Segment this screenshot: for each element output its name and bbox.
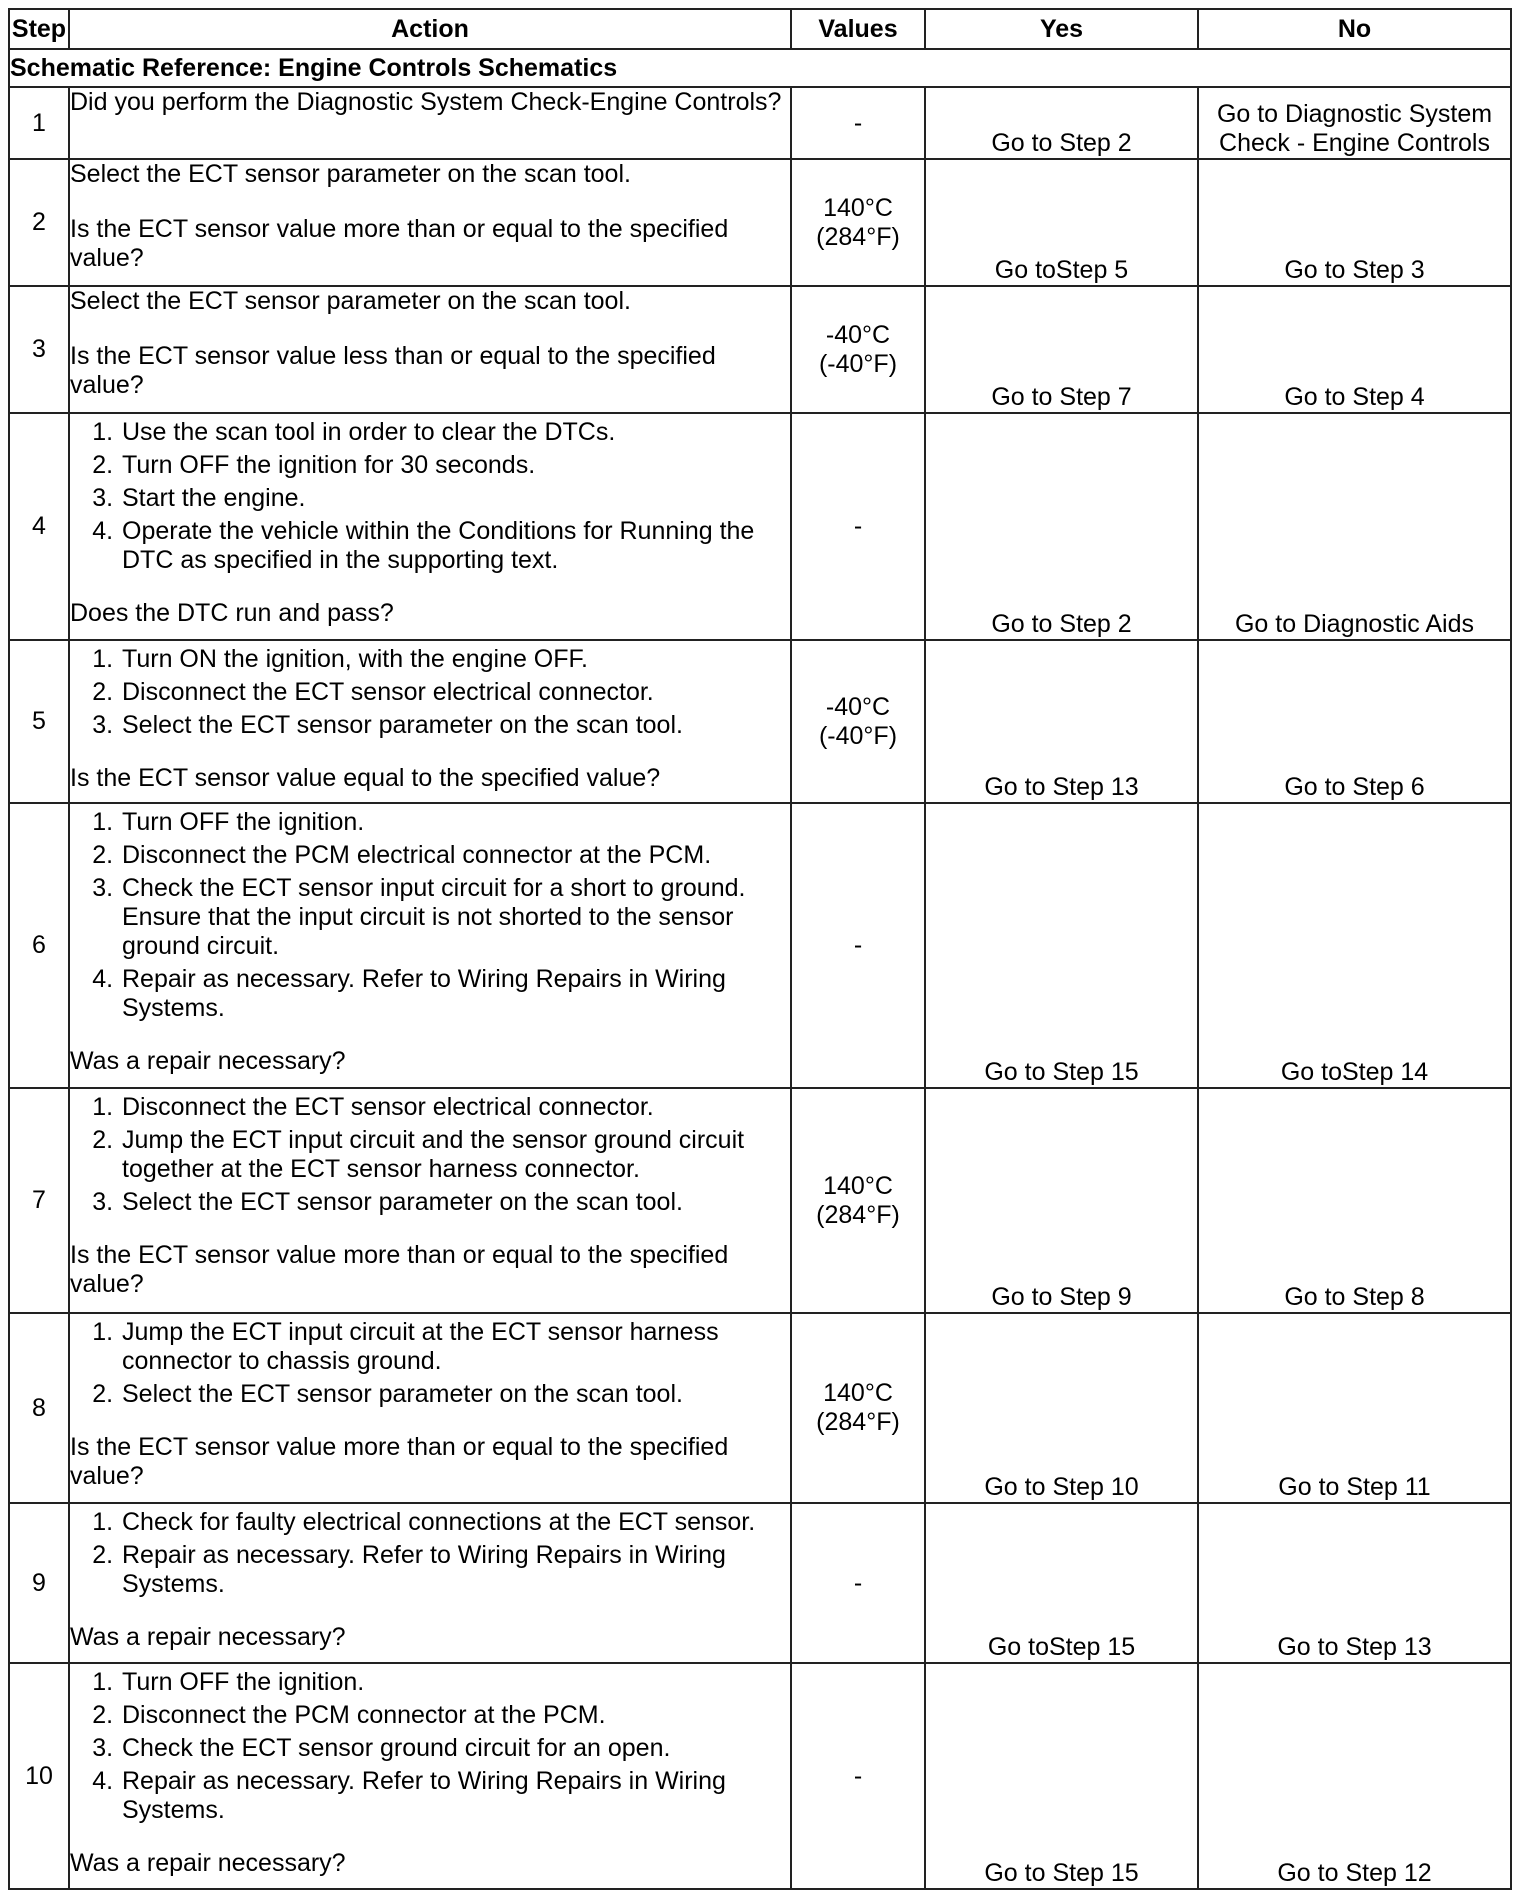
values-cell — [791, 159, 925, 286]
reference-row — [9, 49, 1511, 87]
action-cell — [69, 286, 791, 413]
specified-value: - — [853, 1761, 863, 1790]
action-step-item: 3. Check the ECT sensor ground circuit for an open. — [120, 1734, 790, 1763]
specified-value: -40°C — [825, 692, 891, 721]
action-step-item: 2. Repair as necessary. Refer to Wiring Repairs in Wiring Systems. — [120, 1541, 790, 1599]
yes-result: Go to Step 13 — [925, 640, 1198, 803]
table-row — [9, 286, 1511, 413]
action-step-item: 1. Turn ON the ignition, with the engine OFF. — [120, 645, 790, 674]
table-row — [9, 1088, 1511, 1313]
action-step-item: 1. Turn OFF the ignition. — [120, 1668, 790, 1697]
header-yes: Yes — [925, 9, 1198, 49]
action-step-item: 1. Check for faulty electrical connections at the ECT sensor. — [120, 1508, 790, 1537]
action-step-item: 2. Turn OFF the ignition for 30 seconds. — [120, 451, 790, 480]
header-values: Values — [791, 9, 925, 49]
diagnostic-table — [8, 8, 1512, 1890]
no-result: Go to Step 11 — [1198, 1313, 1511, 1503]
table-row — [9, 87, 1511, 159]
action-text: Select the ECT sensor parameter on the scan tool. — [70, 287, 631, 315]
action-cell — [69, 413, 791, 640]
table-row — [9, 1503, 1511, 1663]
yes-result: Go toStep 15 — [925, 1503, 1198, 1663]
no-result: Go to Diagnostic System Check - Engine Controls — [1198, 87, 1511, 159]
values-cell — [791, 640, 925, 803]
values-cell — [791, 1503, 925, 1663]
action-step-item: 1. Disconnect the ECT sensor electrical connector. — [120, 1093, 790, 1122]
header-action: Action — [69, 9, 791, 49]
specified-value: - — [853, 108, 863, 137]
header-step: Step — [9, 9, 69, 49]
specified-value: (-40°F) — [818, 721, 898, 750]
action-question: Was a repair necessary? — [70, 1623, 346, 1651]
step-number: 3 — [9, 286, 69, 413]
action-step-item: 1. Jump the ECT input circuit at the ECT sensor harness connector to chassis ground. — [120, 1318, 790, 1376]
action-steps-list — [70, 418, 790, 575]
no-result: Go to Step 8 — [1198, 1088, 1511, 1313]
action-cell — [69, 803, 791, 1088]
action-steps-list — [70, 808, 790, 1023]
no-result: Go to Step 12 — [1198, 1663, 1511, 1889]
specified-value: - — [853, 1568, 863, 1597]
action-text: Select the ECT sensor parameter on the scan tool. — [70, 160, 631, 188]
yes-result: Go to Step 2 — [925, 413, 1198, 640]
step-number: 6 — [9, 803, 69, 1088]
no-result: Go to Diagnostic Aids — [1198, 413, 1511, 640]
no-result: Go to Step 4 — [1198, 286, 1511, 413]
specified-value: 140°C — [823, 1171, 893, 1200]
no-result: Go to Step 3 — [1198, 159, 1511, 286]
no-result: Go to Step 6 — [1198, 640, 1511, 803]
action-step-item: 4. Repair as necessary. Refer to Wiring Repairs in Wiring Systems. — [120, 1767, 790, 1825]
values-cell — [791, 1663, 925, 1889]
yes-result: Go to Step 15 — [925, 1663, 1198, 1889]
action-text: Did you perform the Diagnostic System Check-Engine Controls? — [70, 88, 782, 116]
action-question: Was a repair necessary? — [70, 1047, 346, 1075]
specified-value: - — [853, 512, 863, 540]
table-row — [9, 1663, 1511, 1889]
yes-result: Go to Step 9 — [925, 1088, 1198, 1313]
action-cell — [69, 1663, 791, 1889]
step-number: 8 — [9, 1313, 69, 1503]
table-row — [9, 803, 1511, 1088]
action-question: Is the ECT sensor value more than or equal to the specified value? — [70, 1241, 729, 1298]
table-row — [9, 1313, 1511, 1503]
yes-result: Go to Step 10 — [925, 1313, 1198, 1503]
no-result: Go toStep 14 — [1198, 803, 1511, 1088]
yes-result: Go to Step 7 — [925, 286, 1198, 413]
action-step-item: 2. Jump the ECT input circuit and the sensor ground circuit together at the ECT sensor harness connector. — [120, 1126, 790, 1184]
action-step-item: 3. Start the engine. — [120, 484, 790, 513]
action-step-item: 4. Operate the vehicle within the Conditions for Running the DTC as specified in the supporting text. — [120, 517, 790, 575]
action-step-item: 1. Use the scan tool in order to clear the DTCs. — [120, 418, 790, 447]
step-number: 4 — [9, 413, 69, 640]
step-number: 9 — [9, 1503, 69, 1663]
action-step-item: 2. Disconnect the ECT sensor electrical connector. — [120, 678, 790, 707]
specified-value: 140°C — [823, 1379, 893, 1407]
action-step-item: 2. Disconnect the PCM connector at the PCM. — [120, 1701, 790, 1730]
specified-value: -40°C — [825, 320, 891, 349]
specified-value: (284°F) — [816, 1200, 900, 1229]
action-question: Was a repair necessary? — [70, 1849, 346, 1877]
action-question: Is the ECT sensor value more than or equal to the specified value? — [70, 215, 729, 272]
specified-value: (284°F) — [816, 1408, 900, 1436]
action-steps-list — [70, 1093, 790, 1217]
action-cell — [69, 1088, 791, 1313]
step-number: 2 — [9, 159, 69, 286]
action-step-item: 3. Select the ECT sensor parameter on the scan tool. — [120, 1188, 790, 1217]
action-question: Is the ECT sensor value less than or equal to the specified value? — [70, 342, 716, 399]
action-cell — [69, 159, 791, 286]
action-cell — [69, 640, 791, 803]
step-number: 5 — [9, 640, 69, 803]
action-steps-list — [70, 1508, 790, 1599]
values-cell — [791, 1313, 925, 1503]
action-steps-list — [70, 645, 790, 740]
specified-value: (284°F) — [816, 222, 900, 251]
action-step-item: 3. Check the ECT sensor input circuit for a short to ground. Ensure that the input circuit is not shorted to the sensor ground circuit. — [120, 874, 790, 961]
action-question: Is the ECT sensor value more than or equal to the specified value? — [70, 1433, 729, 1490]
specified-value: - — [853, 931, 863, 959]
header-no: No — [1198, 9, 1511, 49]
action-question: Does the DTC run and pass? — [70, 599, 394, 627]
yes-result: Go to Step 15 — [925, 803, 1198, 1088]
action-question: Is the ECT sensor value equal to the specified value? — [70, 764, 661, 792]
table-row — [9, 413, 1511, 640]
action-step-item: 4. Repair as necessary. Refer to Wiring Repairs in Wiring Systems. — [120, 965, 790, 1023]
action-step-item: 2. Select the ECT sensor parameter on the scan tool. — [120, 1380, 790, 1409]
action-steps-list — [70, 1318, 790, 1409]
values-cell — [791, 286, 925, 413]
values-cell — [791, 87, 925, 159]
action-cell — [69, 1503, 791, 1663]
action-cell — [69, 87, 791, 159]
no-result: Go to Step 13 — [1198, 1503, 1511, 1663]
table-row — [9, 640, 1511, 803]
action-cell — [69, 1313, 791, 1503]
step-number: 10 — [9, 1663, 69, 1889]
schematic-reference: Schematic Reference: Engine Controls Schematics — [9, 49, 1511, 87]
specified-value: 140°C — [823, 193, 893, 222]
step-number: 1 — [9, 87, 69, 159]
yes-result: Go toStep 5 — [925, 159, 1198, 286]
specified-value: (-40°F) — [818, 349, 898, 378]
values-cell — [791, 1088, 925, 1313]
action-steps-list — [70, 1668, 790, 1825]
header-row — [9, 9, 1511, 49]
yes-result: Go to Step 2 — [925, 87, 1198, 159]
table-row — [9, 159, 1511, 286]
values-cell — [791, 803, 925, 1088]
action-step-item: 1. Turn OFF the ignition. — [120, 808, 790, 837]
step-number: 7 — [9, 1088, 69, 1313]
action-step-item: 3. Select the ECT sensor parameter on the scan tool. — [120, 711, 790, 740]
values-cell — [791, 413, 925, 640]
action-step-item: 2. Disconnect the PCM electrical connector at the PCM. — [120, 841, 790, 870]
